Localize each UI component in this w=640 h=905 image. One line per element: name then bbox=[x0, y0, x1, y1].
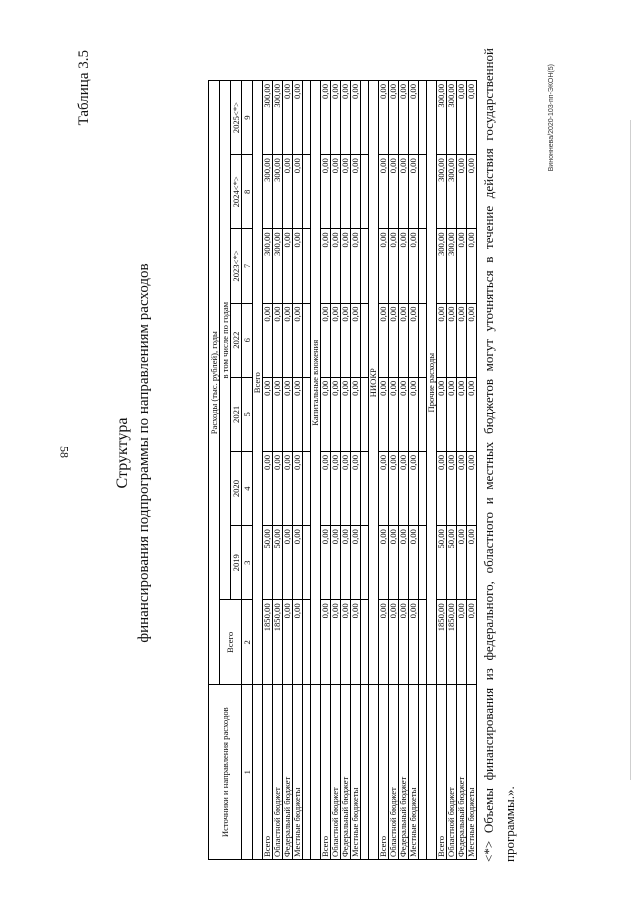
col-source-header: Источники и направления расходов bbox=[209, 684, 242, 859]
spacer-cell bbox=[361, 451, 369, 525]
section-row bbox=[311, 80, 321, 859]
spacer-cell bbox=[361, 80, 369, 154]
value-cell: 0,00 bbox=[457, 599, 467, 684]
value-cell: 0,00 bbox=[263, 377, 273, 451]
table-row bbox=[321, 80, 331, 859]
value-cell: 0,00 bbox=[409, 599, 419, 684]
value-cell: 0,00 bbox=[457, 451, 467, 525]
page-number: 58 bbox=[57, 446, 72, 458]
row-label: Всего bbox=[437, 684, 447, 859]
section-blank-cell bbox=[369, 684, 379, 859]
rotated-page-content bbox=[70, 28, 570, 878]
value-cell: 300,00 bbox=[447, 80, 457, 154]
col-total-header: Всего bbox=[220, 599, 242, 684]
value-cell: 0,00 bbox=[447, 377, 457, 451]
value-cell: 0,00 bbox=[293, 228, 303, 302]
spacer-cell bbox=[303, 599, 311, 684]
section-blank-cell bbox=[427, 684, 437, 859]
value-cell: 0,00 bbox=[447, 451, 457, 525]
value-cell: 300,00 bbox=[273, 154, 283, 228]
spacer-cell bbox=[303, 154, 311, 228]
value-cell: 50,00 bbox=[437, 525, 447, 599]
spacer-cell bbox=[419, 451, 427, 525]
spacer-cell bbox=[303, 684, 311, 859]
table-row bbox=[457, 80, 467, 859]
value-cell: 0,00 bbox=[351, 228, 361, 302]
value-cell: 0,00 bbox=[351, 599, 361, 684]
value-cell: 0,00 bbox=[409, 377, 419, 451]
value-cell: 0,00 bbox=[457, 80, 467, 154]
value-cell: 0,00 bbox=[321, 377, 331, 451]
table-row bbox=[447, 80, 457, 859]
spacer-cell bbox=[361, 228, 369, 302]
value-cell: 0,00 bbox=[457, 377, 467, 451]
table-row bbox=[263, 80, 273, 859]
value-cell: 0,00 bbox=[467, 80, 477, 154]
column-number: 6 bbox=[242, 303, 253, 377]
table-row bbox=[437, 80, 447, 859]
table-row bbox=[293, 80, 303, 859]
value-cell: 0,00 bbox=[341, 377, 351, 451]
value-cell: 0,00 bbox=[389, 377, 399, 451]
row-label: Местные бюджеты bbox=[467, 684, 477, 859]
value-cell: 0,00 bbox=[351, 451, 361, 525]
value-cell: 0,00 bbox=[341, 599, 351, 684]
section-title: НИОКР bbox=[369, 80, 379, 684]
value-cell: 0,00 bbox=[379, 154, 389, 228]
col-expenses-header: Расходы (тыс. рублей), годы bbox=[209, 80, 220, 684]
value-cell: 300,00 bbox=[263, 228, 273, 302]
section-spacer bbox=[361, 80, 369, 859]
column-number: 5 bbox=[242, 377, 253, 451]
value-cell: 0,00 bbox=[389, 525, 399, 599]
value-cell: 0,00 bbox=[263, 303, 273, 377]
value-cell: 0,00 bbox=[321, 451, 331, 525]
table-label: Таблица 3.5 bbox=[76, 49, 92, 125]
table-row bbox=[283, 80, 293, 859]
value-cell: 0,00 bbox=[331, 228, 341, 302]
row-label: Федеральный бюджет bbox=[399, 684, 409, 859]
value-cell: 0,00 bbox=[447, 303, 457, 377]
value-cell: 0,00 bbox=[283, 451, 293, 525]
row-label: Всего bbox=[379, 684, 389, 859]
row-label: Местные бюджеты bbox=[293, 684, 303, 859]
value-cell: 0,00 bbox=[467, 228, 477, 302]
value-cell: 0,00 bbox=[389, 80, 399, 154]
value-cell: 0,00 bbox=[409, 525, 419, 599]
column-number: 9 bbox=[242, 80, 253, 154]
column-number: 1 bbox=[242, 684, 253, 859]
value-cell: 0,00 bbox=[263, 451, 273, 525]
value-cell: 0,00 bbox=[409, 80, 419, 154]
value-cell: 0,00 bbox=[389, 303, 399, 377]
value-cell: 0,00 bbox=[293, 451, 303, 525]
value-cell: 0,00 bbox=[331, 599, 341, 684]
spacer-cell bbox=[361, 525, 369, 599]
value-cell: 0,00 bbox=[293, 80, 303, 154]
value-cell: 0,00 bbox=[379, 377, 389, 451]
value-cell: 0,00 bbox=[467, 451, 477, 525]
col-by-year-header: в том числе по годам bbox=[220, 80, 231, 599]
spacer-cell bbox=[303, 228, 311, 302]
value-cell: 0,00 bbox=[321, 303, 331, 377]
value-cell: 0,00 bbox=[321, 80, 331, 154]
value-cell: 0,00 bbox=[457, 303, 467, 377]
value-cell: 0,00 bbox=[399, 525, 409, 599]
page-title: Структура bbox=[114, 417, 131, 488]
value-cell: 0,00 bbox=[293, 303, 303, 377]
value-cell: 0,00 bbox=[283, 80, 293, 154]
value-cell: 0,00 bbox=[351, 154, 361, 228]
value-cell: 0,00 bbox=[399, 451, 409, 525]
table-row bbox=[379, 80, 389, 859]
value-cell: 0,00 bbox=[293, 154, 303, 228]
value-cell: 0,00 bbox=[399, 228, 409, 302]
value-cell: 0,00 bbox=[321, 599, 331, 684]
row-label: Областной бюджет bbox=[331, 684, 341, 859]
value-cell: 0,00 bbox=[273, 451, 283, 525]
page-subtitle: финансирования подпрограммы по направлениям расходов bbox=[136, 262, 152, 643]
value-cell: 0,00 bbox=[399, 154, 409, 228]
value-cell: 1850,00 bbox=[437, 599, 447, 684]
value-cell: 300,00 bbox=[437, 80, 447, 154]
spacer-cell bbox=[419, 228, 427, 302]
value-cell: 0,00 bbox=[389, 154, 399, 228]
spacer-cell bbox=[419, 154, 427, 228]
value-cell: 0,00 bbox=[457, 525, 467, 599]
value-cell: 0,00 bbox=[467, 377, 477, 451]
row-label: Областной бюджет bbox=[447, 684, 457, 859]
value-cell: 0,00 bbox=[437, 377, 447, 451]
value-cell: 0,00 bbox=[351, 377, 361, 451]
value-cell: 0,00 bbox=[457, 154, 467, 228]
value-cell: 0,00 bbox=[331, 377, 341, 451]
section-spacer bbox=[303, 80, 311, 859]
value-cell: 0,00 bbox=[331, 451, 341, 525]
value-cell: 0,00 bbox=[399, 80, 409, 154]
spacer-cell bbox=[303, 525, 311, 599]
column-number: 7 bbox=[242, 228, 253, 302]
budget-table bbox=[208, 80, 477, 860]
table-body bbox=[209, 80, 477, 859]
value-cell: 0,00 bbox=[379, 451, 389, 525]
row-label: Федеральный бюджет bbox=[341, 684, 351, 859]
value-cell: 0,00 bbox=[389, 599, 399, 684]
row-label: Местные бюджеты bbox=[409, 684, 419, 859]
value-cell: 0,00 bbox=[379, 303, 389, 377]
table-row bbox=[389, 80, 399, 859]
value-cell: 0,00 bbox=[409, 228, 419, 302]
section-row bbox=[369, 80, 379, 859]
value-cell: 0,00 bbox=[283, 303, 293, 377]
spacer-cell bbox=[361, 303, 369, 377]
document-code: Виноннева/2020-103-пп-ЭКОН(5) bbox=[548, 63, 555, 171]
spacer-cell bbox=[361, 599, 369, 684]
row-label: Всего bbox=[321, 684, 331, 859]
value-cell: 0,00 bbox=[283, 525, 293, 599]
year-header: 2025<*> bbox=[231, 80, 242, 154]
value-cell: 300,00 bbox=[437, 228, 447, 302]
spacer-cell bbox=[361, 154, 369, 228]
section-title: Всего bbox=[253, 80, 263, 684]
section-row bbox=[427, 80, 437, 859]
value-cell: 0,00 bbox=[399, 303, 409, 377]
value-cell: 300,00 bbox=[273, 80, 283, 154]
year-header: 2023<*> bbox=[231, 228, 242, 302]
row-label: Всего bbox=[263, 684, 273, 859]
value-cell: 0,00 bbox=[273, 377, 283, 451]
row-label: Федеральный бюджет bbox=[457, 684, 467, 859]
year-header: 2022 bbox=[231, 303, 242, 377]
value-cell: 300,00 bbox=[273, 228, 283, 302]
value-cell: 0,00 bbox=[379, 80, 389, 154]
value-cell: 0,00 bbox=[399, 377, 409, 451]
row-label: Федеральный бюджет bbox=[283, 684, 293, 859]
column-numbers-row bbox=[242, 80, 253, 859]
year-header: 2019 bbox=[231, 525, 242, 599]
year-header: 2024<*> bbox=[231, 154, 242, 228]
value-cell: 0,00 bbox=[399, 599, 409, 684]
value-cell: 0,00 bbox=[321, 154, 331, 228]
spacer-cell bbox=[419, 525, 427, 599]
year-header: 2021 bbox=[231, 377, 242, 451]
row-label: Областной бюджет bbox=[389, 684, 399, 859]
value-cell: 0,00 bbox=[351, 303, 361, 377]
value-cell: 0,00 bbox=[467, 154, 477, 228]
value-cell: 0,00 bbox=[293, 525, 303, 599]
value-cell: 0,00 bbox=[341, 154, 351, 228]
value-cell: 300,00 bbox=[447, 154, 457, 228]
spacer-cell bbox=[361, 684, 369, 859]
value-cell: 0,00 bbox=[283, 228, 293, 302]
value-cell: 50,00 bbox=[273, 525, 283, 599]
section-blank-cell bbox=[253, 684, 263, 859]
value-cell: 0,00 bbox=[389, 228, 399, 302]
spacer-cell bbox=[419, 599, 427, 684]
column-number: 2 bbox=[242, 599, 253, 684]
value-cell: 0,00 bbox=[331, 154, 341, 228]
value-cell: 0,00 bbox=[437, 303, 447, 377]
value-cell: 1850,00 bbox=[263, 599, 273, 684]
table-row bbox=[331, 80, 341, 859]
section-spacer bbox=[419, 80, 427, 859]
spacer-cell bbox=[419, 80, 427, 154]
value-cell: 0,00 bbox=[409, 154, 419, 228]
value-cell: 0,00 bbox=[341, 451, 351, 525]
value-cell: 1850,00 bbox=[447, 599, 457, 684]
table-row bbox=[399, 80, 409, 859]
value-cell: 0,00 bbox=[379, 228, 389, 302]
table-row bbox=[467, 80, 477, 859]
value-cell: 0,00 bbox=[379, 525, 389, 599]
value-cell: 0,00 bbox=[409, 303, 419, 377]
scan-edge bbox=[630, 120, 631, 780]
value-cell: 0,00 bbox=[389, 451, 399, 525]
value-cell: 0,00 bbox=[467, 303, 477, 377]
footnote: <*> Объемы финансирования из федерального, областного и местных бюджетов могут уточняться в течение действия государственной программы.». bbox=[481, 47, 517, 862]
column-number: 4 bbox=[242, 451, 253, 525]
value-cell: 0,00 bbox=[341, 80, 351, 154]
section-title: Прочие расходы bbox=[427, 80, 437, 684]
value-cell: 0,00 bbox=[341, 525, 351, 599]
section-title: Капитальные вложения bbox=[311, 80, 321, 684]
value-cell: 300,00 bbox=[263, 80, 273, 154]
value-cell: 0,00 bbox=[283, 599, 293, 684]
value-cell: 0,00 bbox=[467, 599, 477, 684]
value-cell: 0,00 bbox=[321, 525, 331, 599]
value-cell: 0,00 bbox=[283, 154, 293, 228]
value-cell: 0,00 bbox=[351, 80, 361, 154]
value-cell: 0,00 bbox=[321, 228, 331, 302]
value-cell: 300,00 bbox=[447, 228, 457, 302]
value-cell: 300,00 bbox=[263, 154, 273, 228]
row-label: Областной бюджет bbox=[273, 684, 283, 859]
column-number: 3 bbox=[242, 525, 253, 599]
value-cell: 0,00 bbox=[341, 228, 351, 302]
spacer-cell bbox=[419, 684, 427, 859]
value-cell: 50,00 bbox=[447, 525, 457, 599]
spacer-cell bbox=[303, 451, 311, 525]
value-cell: 50,00 bbox=[263, 525, 273, 599]
value-cell: 0,00 bbox=[331, 303, 341, 377]
table-row bbox=[273, 80, 283, 859]
value-cell: 300,00 bbox=[437, 154, 447, 228]
value-cell: 0,00 bbox=[331, 525, 341, 599]
value-cell: 0,00 bbox=[273, 303, 283, 377]
value-cell: 0,00 bbox=[351, 525, 361, 599]
value-cell: 0,00 bbox=[283, 377, 293, 451]
section-row bbox=[253, 80, 263, 859]
value-cell: 0,00 bbox=[457, 228, 467, 302]
row-label: Местные бюджеты bbox=[351, 684, 361, 859]
value-cell: 0,00 bbox=[379, 599, 389, 684]
value-cell: 0,00 bbox=[293, 599, 303, 684]
value-cell: 0,00 bbox=[437, 451, 447, 525]
section-blank-cell bbox=[311, 684, 321, 859]
value-cell: 0,00 bbox=[341, 303, 351, 377]
value-cell: 0,00 bbox=[409, 451, 419, 525]
table-row bbox=[351, 80, 361, 859]
table-row bbox=[409, 80, 419, 859]
value-cell: 0,00 bbox=[331, 80, 341, 154]
header-row-1 bbox=[209, 80, 220, 859]
value-cell: 0,00 bbox=[293, 377, 303, 451]
year-header: 2020 bbox=[231, 451, 242, 525]
table-row bbox=[341, 80, 351, 859]
spacer-cell bbox=[303, 80, 311, 154]
value-cell: 1850,00 bbox=[273, 599, 283, 684]
column-number: 8 bbox=[242, 154, 253, 228]
value-cell: 0,00 bbox=[467, 525, 477, 599]
